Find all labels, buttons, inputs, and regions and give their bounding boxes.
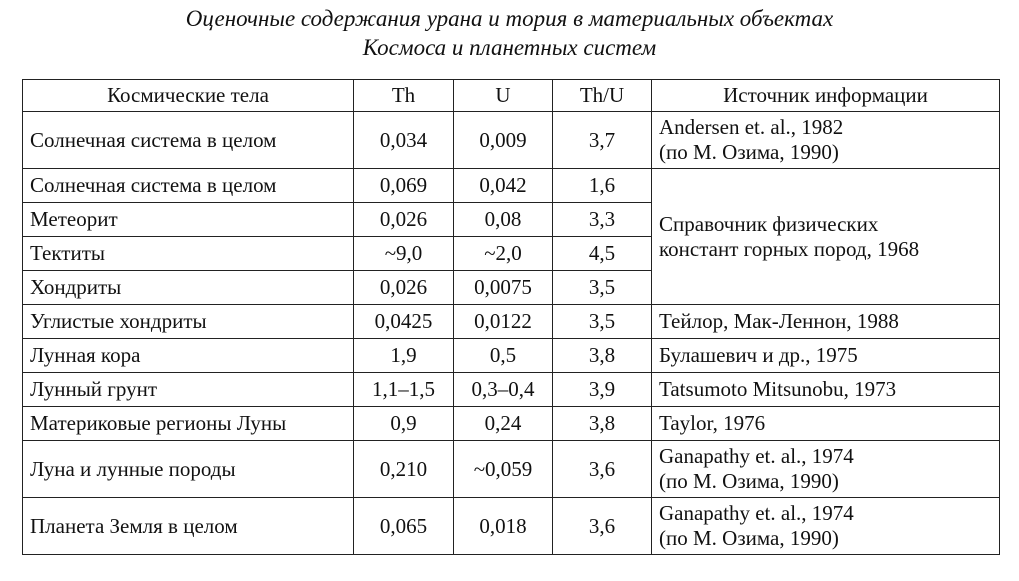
table-row (23, 373, 1000, 407)
cell-u: 0,3–0,4 (454, 373, 553, 407)
cell-body: Хондриты (23, 271, 354, 305)
source-line: Булашевич и др., 1975 (659, 343, 858, 367)
cell-th: 0,069 (354, 169, 454, 203)
source-line: Ganapathy et. al., 1974 (659, 501, 854, 525)
cell-ratio: 3,8 (553, 407, 652, 441)
cell-source (652, 305, 1000, 339)
cell-body: Солнечная система в целом (23, 112, 354, 169)
header-th: Th (354, 80, 454, 112)
header-source: Источник информации (652, 80, 1000, 112)
cell-u: ~0,059 (454, 441, 553, 498)
cell-body: Тектиты (23, 237, 354, 271)
source-line: Справочник физических (659, 211, 879, 236)
cell-th: 0,9 (354, 407, 454, 441)
cell-ratio: 1,6 (553, 169, 652, 203)
cell-source (652, 339, 1000, 373)
table-header-row (23, 80, 1000, 112)
cell-ratio: 3,8 (553, 339, 652, 373)
cell-th: 0,210 (354, 441, 454, 498)
cell-body: Солнечная система в целом (23, 169, 354, 203)
cell-body: Лунная кора (23, 339, 354, 373)
cell-u: 0,5 (454, 339, 553, 373)
cell-u: 0,24 (454, 407, 553, 441)
data-table (22, 79, 1000, 555)
source-line: Taylor, 1976 (659, 411, 766, 435)
cell-ratio: 3,6 (553, 498, 652, 555)
cell-ratio: 3,3 (553, 203, 652, 237)
cell-source (652, 441, 1000, 498)
cell-ratio: 3,6 (553, 441, 652, 498)
cell-u: 0,042 (454, 169, 553, 203)
cell-th: 0,065 (354, 498, 454, 555)
cell-ratio: 3,7 (553, 112, 652, 169)
cell-ratio: 3,9 (553, 373, 652, 407)
cell-th: 0,034 (354, 112, 454, 169)
cell-body: Лунный грунт (23, 373, 354, 407)
source-line: Tatsumoto Mitsunobu, 1973 (659, 377, 897, 401)
cell-body: Материковые регионы Луны (23, 407, 354, 441)
table-row (23, 498, 1000, 555)
source-line: (по М. Озима, 1990) (659, 526, 839, 550)
cell-ratio: 4,5 (553, 237, 652, 271)
cell-source (652, 498, 1000, 555)
cell-source (652, 373, 1000, 407)
cell-body: Метеорит (23, 203, 354, 237)
table-row (23, 407, 1000, 441)
cell-th: 0,026 (354, 271, 454, 305)
table-row (23, 305, 1000, 339)
cell-u: 0,08 (454, 203, 553, 237)
cell-source-merged (652, 169, 1000, 305)
cell-u: 0,0075 (454, 271, 553, 305)
cell-th: ~9,0 (354, 237, 454, 271)
cell-u: 0,018 (454, 498, 553, 555)
source-line: Andersen et. al., 1982 (659, 115, 844, 139)
header-u: U (454, 80, 553, 112)
cell-source (652, 407, 1000, 441)
source-line: констант горных пород, 1968 (659, 236, 920, 261)
table-row (23, 441, 1000, 498)
cell-th: 1,1–1,5 (354, 373, 454, 407)
cell-th: 0,026 (354, 203, 454, 237)
cell-body: Углистые хондриты (23, 305, 354, 339)
title-line-1: Оценочные содержания урана и тория в материальных объектах (185, 6, 834, 31)
cell-ratio: 3,5 (553, 271, 652, 305)
header-th-u: Th/U (553, 80, 652, 112)
cell-source (652, 112, 1000, 169)
cell-u: 0,0122 (454, 305, 553, 339)
source-line: Ganapathy et. al., 1974 (659, 444, 854, 468)
cell-body: Луна и лунные породы (23, 441, 354, 498)
cell-ratio: 3,5 (553, 305, 652, 339)
header-cosmic-bodies: Космические тела (23, 80, 354, 112)
cell-th: 0,0425 (354, 305, 454, 339)
cell-u: 0,009 (454, 112, 553, 169)
page-title (0, 4, 1019, 62)
cell-body: Планета Земля в целом (23, 498, 354, 555)
title-line-2: Космоса и планетных систем (362, 35, 657, 60)
cell-u: ~2,0 (454, 237, 553, 271)
cell-th: 1,9 (354, 339, 454, 373)
source-line: Тейлор, Мак-Леннон, 1988 (659, 309, 899, 333)
source-line: (по М. Озима, 1990) (659, 469, 839, 493)
table-row (23, 339, 1000, 373)
table-row (23, 112, 1000, 169)
source-line: (по М. Озима, 1990) (659, 140, 839, 164)
table-row (23, 169, 1000, 203)
